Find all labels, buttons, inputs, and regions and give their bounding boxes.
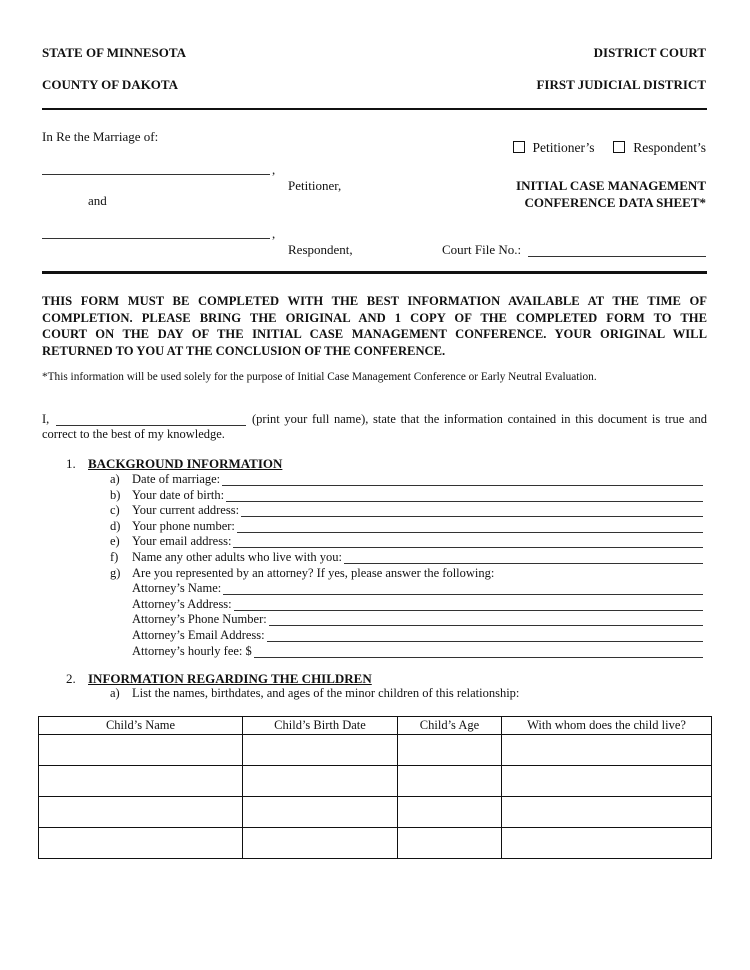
state-label: STATE OF MINNESOTA <box>42 45 186 60</box>
respondent-label: Respondent, <box>288 242 353 257</box>
form-title-line1: INITIAL CASE MANAGEMENT <box>516 178 706 193</box>
form-title <box>516 177 706 211</box>
background-item <box>110 519 235 534</box>
item-letter: b) <box>110 487 121 502</box>
attorney-field[interactable] <box>254 657 703 658</box>
attorney-field[interactable] <box>269 625 703 626</box>
col-header-age: Child’s Age <box>398 717 502 735</box>
in-re-label: In Re the Marriage of: <box>42 129 159 144</box>
background-field[interactable] <box>222 485 703 486</box>
item-letter: e) <box>110 534 120 549</box>
attorney-item <box>132 628 265 643</box>
item-letter: f) <box>110 550 119 564</box>
attorney-item <box>132 581 221 596</box>
attorney-label: Attorney’s hourly fee: $ <box>132 643 252 658</box>
notice-line: COURT ON THE DAY OF THE INITIAL CASE MANAGEMENT CONFERENCE. YOUR ORIGINAL WILL <box>42 327 707 341</box>
footnote: *This information will be used solely for the purpose of Initial Case Management Conference or Early Neutral Evaluation. <box>42 371 597 383</box>
respondent-checkbox[interactable] <box>613 141 625 153</box>
background-field[interactable] <box>233 547 703 548</box>
table-row <box>39 828 712 859</box>
full-name-field[interactable] <box>56 425 246 426</box>
header-rule <box>42 108 707 110</box>
district-label: FIRST JUDICIAL DISTRICT <box>536 77 706 92</box>
background-item <box>110 550 342 565</box>
petitioner-label: Petitioner, <box>288 178 342 193</box>
county-label: COUNTY OF DAKOTA <box>42 77 179 92</box>
child-birth-date-cell[interactable] <box>243 828 398 859</box>
background-item <box>110 503 239 518</box>
table-row <box>39 766 712 797</box>
petitioner-checkbox[interactable] <box>513 141 525 153</box>
col-header-birth-date: Child’s Birth Date <box>243 717 398 735</box>
attorney-item <box>132 612 267 627</box>
child-lives-with-cell[interactable] <box>502 735 712 766</box>
child-birth-date-cell[interactable] <box>243 766 398 797</box>
background-item <box>110 488 224 503</box>
child-name-cell[interactable] <box>39 828 243 859</box>
attorney-field[interactable] <box>234 610 703 611</box>
child-name-cell[interactable] <box>39 766 243 797</box>
item-letter: c) <box>110 503 120 518</box>
section1-title: BACKGROUND INFORMATION <box>88 456 283 471</box>
court-file-label: Court File No.: <box>442 242 522 257</box>
attorney-label: Attorney’s Email Address: <box>132 628 265 642</box>
child-birth-date-cell[interactable] <box>243 797 398 828</box>
item-label: Your date of birth: <box>132 487 225 502</box>
col-header-name: Child’s Name <box>39 717 243 735</box>
item-label: Name any other adults who live with you: <box>132 550 343 564</box>
comma: , <box>272 226 276 241</box>
item-label: Your email address: <box>132 534 232 549</box>
attorney-label: Attorney’s Address: <box>132 596 232 611</box>
table-row <box>39 735 712 766</box>
background-item <box>110 566 494 581</box>
section1-number: 1. <box>66 456 76 471</box>
notice-line: COMPLETION. PLEASE BRING THE ORIGINAL AND 1 COPY OF THE COMPLETED FORM TO THE <box>42 310 707 325</box>
and-label: and <box>88 193 107 208</box>
item-letter: d) <box>110 518 121 533</box>
petitioner-check-label: Petitioner’s <box>532 140 595 155</box>
statement-part2: correct to the best of my knowledge. <box>42 427 225 441</box>
background-field[interactable] <box>344 563 703 564</box>
court-file-row <box>442 242 521 258</box>
child-age-cell[interactable] <box>398 797 502 828</box>
attorney-item <box>132 644 252 659</box>
child-name-cell[interactable] <box>39 797 243 828</box>
child-lives-with-cell[interactable] <box>502 797 712 828</box>
table-header-row <box>39 717 712 735</box>
notice-block <box>42 293 707 359</box>
court-label: DISTRICT COURT <box>593 45 706 60</box>
attorney-field[interactable] <box>223 594 703 595</box>
section2-title: INFORMATION REGARDING THE CHILDREN <box>88 671 372 686</box>
form-title-line2: CONFERENCE DATA SHEET* <box>524 195 706 210</box>
respondent-name-field[interactable] <box>42 238 270 239</box>
background-item <box>110 472 220 487</box>
child-lives-with-cell[interactable] <box>502 766 712 797</box>
background-field[interactable] <box>237 532 703 533</box>
respondent-check-label: Respondent’s <box>633 140 706 155</box>
attorney-item <box>132 597 232 612</box>
attorney-label: Attorney’s Phone Number: <box>132 612 267 627</box>
item-letter: a) <box>110 472 120 486</box>
attorney-label: Attorney’s Name: <box>132 581 222 596</box>
notice-line: RETURNED TO YOU AT THE CONCLUSION OF THE CONFERENCE. <box>42 343 446 358</box>
child-age-cell[interactable] <box>398 735 502 766</box>
statement-prefix: I, <box>42 412 50 426</box>
statement-part1: (print your full name), state that the information contained in this document is true and <box>252 412 707 426</box>
children-table <box>38 716 712 859</box>
section2-item-a: List the names, birthdates, and ages of the minor children of this relationship: <box>132 686 520 700</box>
item-label: Are you represented by an attorney? If yes, please answer the following: <box>132 565 495 580</box>
court-file-field[interactable] <box>528 256 706 257</box>
child-birth-date-cell[interactable] <box>243 735 398 766</box>
col-header-lives-with: With whom does the child live? <box>502 717 712 735</box>
section2-item-a-letter: a) <box>110 686 120 700</box>
petitioner-name-field[interactable] <box>42 174 270 175</box>
role-checkboxes <box>513 140 707 156</box>
attorney-field[interactable] <box>267 641 703 642</box>
child-name-cell[interactable] <box>39 735 243 766</box>
item-label: Your phone number: <box>132 518 235 533</box>
background-item <box>110 534 231 549</box>
child-age-cell[interactable] <box>398 766 502 797</box>
notice-line: THIS FORM MUST BE COMPLETED WITH THE BEST INFORMATION AVAILABLE AT THE TIME OF <box>42 294 707 308</box>
item-label: Date of marriage: <box>132 472 221 486</box>
background-field[interactable] <box>226 501 703 502</box>
section2-number: 2. <box>66 671 76 686</box>
item-letter: g) <box>110 565 121 580</box>
item-label: Your current address: <box>132 503 240 518</box>
comma: , <box>272 162 276 177</box>
background-field[interactable] <box>241 516 703 517</box>
child-age-cell[interactable] <box>398 828 502 859</box>
child-lives-with-cell[interactable] <box>502 828 712 859</box>
caption-rule <box>42 271 707 274</box>
table-row <box>39 797 712 828</box>
